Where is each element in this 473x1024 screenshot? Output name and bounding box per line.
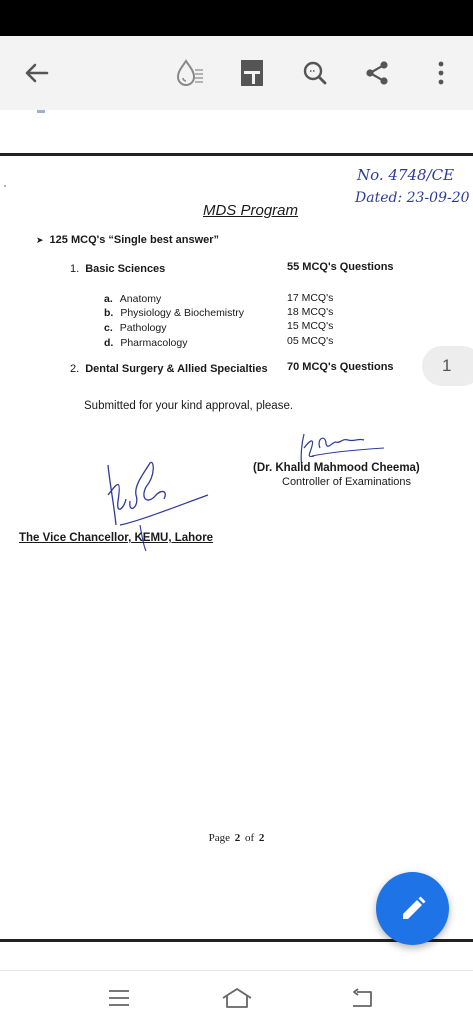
reference-number: No. 4748/CE bbox=[357, 166, 455, 184]
subject-pathology: c. Pathology bbox=[104, 322, 167, 334]
page-layout-icon[interactable] bbox=[232, 53, 272, 93]
subject-pharmacology: d. Pharmacology bbox=[104, 337, 188, 349]
dated-label: Dated: 23-09-20 bbox=[355, 190, 470, 206]
status-bar bbox=[0, 0, 473, 36]
subject-physiology: b. Physiology & Biochemistry bbox=[104, 307, 245, 319]
recent-apps-icon[interactable] bbox=[99, 983, 139, 1013]
bullet-arrow-icon: ➤ bbox=[36, 235, 44, 245]
subject-physiology-value: 18 MCQ's bbox=[287, 306, 334, 318]
edit-fab-button[interactable] bbox=[376, 872, 449, 945]
submission-note: Submitted for your kind approval, please. bbox=[84, 400, 294, 412]
back-icon[interactable] bbox=[342, 983, 382, 1013]
addressee: The Vice Chancellor, KEMU, Lahore bbox=[19, 532, 214, 544]
toolbar bbox=[0, 36, 473, 110]
subject-pathology-value: 15 MCQ's bbox=[287, 320, 334, 332]
subject-anatomy: a. Anatomy bbox=[104, 293, 162, 305]
home-icon[interactable] bbox=[217, 983, 257, 1013]
page-footer-prefix: Page bbox=[208, 832, 230, 844]
pencil-edit-icon bbox=[398, 894, 428, 924]
section-2-label: 2. Dental Surgery & Allied Specialties bbox=[70, 363, 268, 375]
document-title: MDS Program bbox=[202, 202, 299, 219]
page-footer-of: of bbox=[244, 832, 255, 844]
intro-text: 125 MCQ's “Single best answer” bbox=[49, 234, 220, 246]
section-1-label: 1. Basic Sciences bbox=[70, 263, 166, 275]
share-icon[interactable] bbox=[357, 53, 397, 93]
subject-pharmacology-value: 05 MCQ's bbox=[287, 335, 334, 347]
document-page[interactable] bbox=[0, 110, 473, 970]
back-arrow-icon[interactable] bbox=[17, 53, 57, 93]
page-indicator-number: 1 bbox=[442, 356, 452, 375]
page-footer-total: 2 bbox=[258, 832, 265, 844]
search-icon[interactable] bbox=[295, 53, 335, 93]
page-indicator[interactable] bbox=[422, 346, 473, 386]
system-nav-bar bbox=[0, 970, 473, 1024]
document-content bbox=[0, 110, 473, 970]
document-title-wrap bbox=[0, 202, 473, 219]
intro-line bbox=[36, 234, 219, 246]
section-1-value: 55 MCQ's Questions bbox=[287, 261, 394, 273]
more-vert-icon[interactable] bbox=[421, 53, 461, 93]
page-footer-current: 2 bbox=[234, 832, 241, 844]
subject-anatomy-value: 17 MCQ's bbox=[287, 292, 334, 304]
page-footer bbox=[0, 832, 473, 844]
ink-drop-icon[interactable] bbox=[170, 53, 210, 93]
signatory-title: Controller of Examinations bbox=[282, 476, 412, 488]
signatory-name: (Dr. Khalid Mahmood Cheema) bbox=[253, 462, 420, 474]
section-2-value: 70 MCQ's Questions bbox=[287, 361, 394, 373]
